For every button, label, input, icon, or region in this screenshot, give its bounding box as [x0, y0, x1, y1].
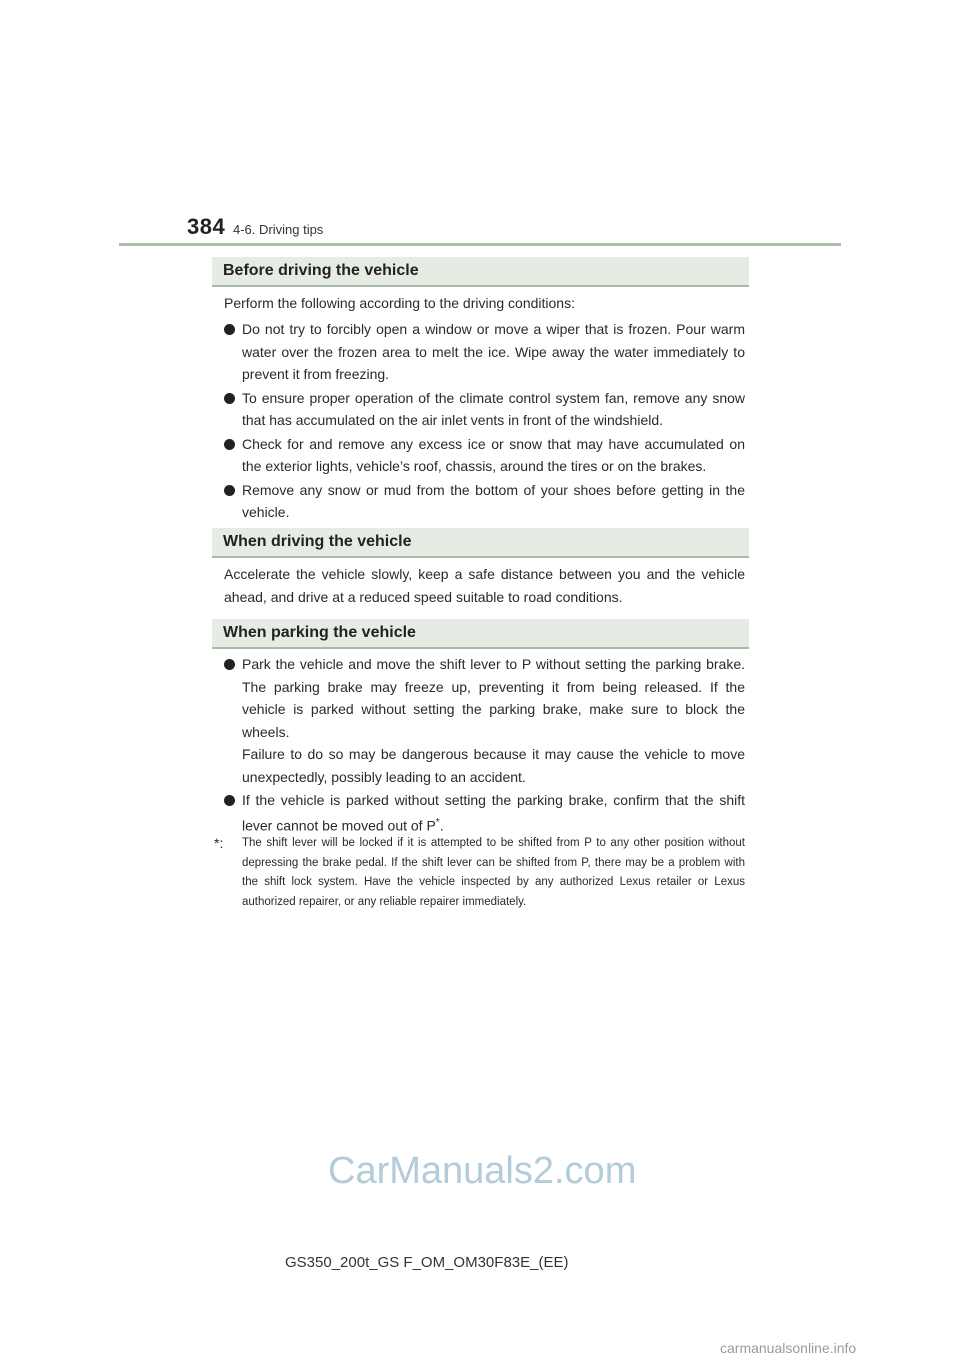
footnote-mark: *: [214, 835, 224, 851]
list-item: To ensure proper operation of the climate control system fan, remove any snow that has accumulated on the air inlet vents in front of the windshield. [224, 387, 745, 432]
chapter-title: 4-6. Driving tips [233, 222, 324, 237]
list-item: If the vehicle is parked without setting the parking brake, confirm that the shift lever cannot be moved out of P*. [224, 789, 745, 837]
section-title: Before driving the vehicle [223, 262, 419, 279]
bullet-dot-icon [224, 324, 235, 335]
bullet-dot-icon [224, 485, 235, 496]
watermark-logo: CarManuals2.com [328, 1150, 637, 1192]
bullet-dot-icon [224, 795, 235, 806]
section-title: When driving the vehicle [223, 533, 412, 550]
section-title: When parking the vehicle [223, 624, 416, 641]
footnote-ref: * [435, 816, 440, 828]
bullet-dot-icon [224, 439, 235, 450]
bullet-dot-icon [224, 659, 235, 670]
section-text: Accelerate the vehicle slowly, keep a safe distance between you and the vehicle ahead, and drive at a reduced speed suitable to road conditions. [224, 566, 745, 605]
header-rule [119, 243, 841, 246]
footnote [214, 834, 745, 912]
list-item: Park the vehicle and move the shift lever to P without setting the parking brake. The parking brake may freeze up, preventing it from being released. If the vehicle is parked without setting the parking brake, make sure to block the wheels. Failure to do so may be dangerous because it may cause the vehicle to move unexpectedly, possibly leading to an accident. [224, 653, 745, 788]
site-watermark: carmanualsonline.info [720, 1340, 857, 1356]
section-heading-when-parking [212, 619, 749, 649]
document-id: GS350_200t_GS F_OM_OM30F83E_(EE) [285, 1254, 569, 1271]
list-item: Check for and remove any excess ice or snow that may have accumulated on the exterior lights, vehicle’s roof, chassis, around the tires or on the brakes. [224, 433, 745, 478]
footnote-text: The shift lever will be locked if it is attempted to be shifted from P to any other position without depressing the brake pedal. If the shift lever can be shifted from P, there may be a problem with the shift lock system. Have the vehicle inspected by any authorized Lexus retailer or Lexus authorized repairer, or any reliable repairer immediately. [242, 837, 745, 908]
list-item: Remove any snow or mud from the bottom of your shoes before getting in the vehicle. [224, 479, 745, 524]
list-item: Do not try to forcibly open a window or move a wiper that is frozen. Pour warm water over the frozen area to melt the ice. Wipe away the water immediately to prevent it from freezing. [224, 318, 745, 386]
bullet-list-before-driving [224, 318, 745, 525]
section-heading-when-driving [212, 528, 749, 558]
page-number: 384 [187, 214, 226, 239]
bullet-list-when-parking [224, 653, 745, 838]
bullet-dot-icon [224, 393, 235, 404]
section-intro: Perform the following according to the driving conditions: [224, 295, 575, 311]
section-heading-before-driving [212, 257, 749, 287]
